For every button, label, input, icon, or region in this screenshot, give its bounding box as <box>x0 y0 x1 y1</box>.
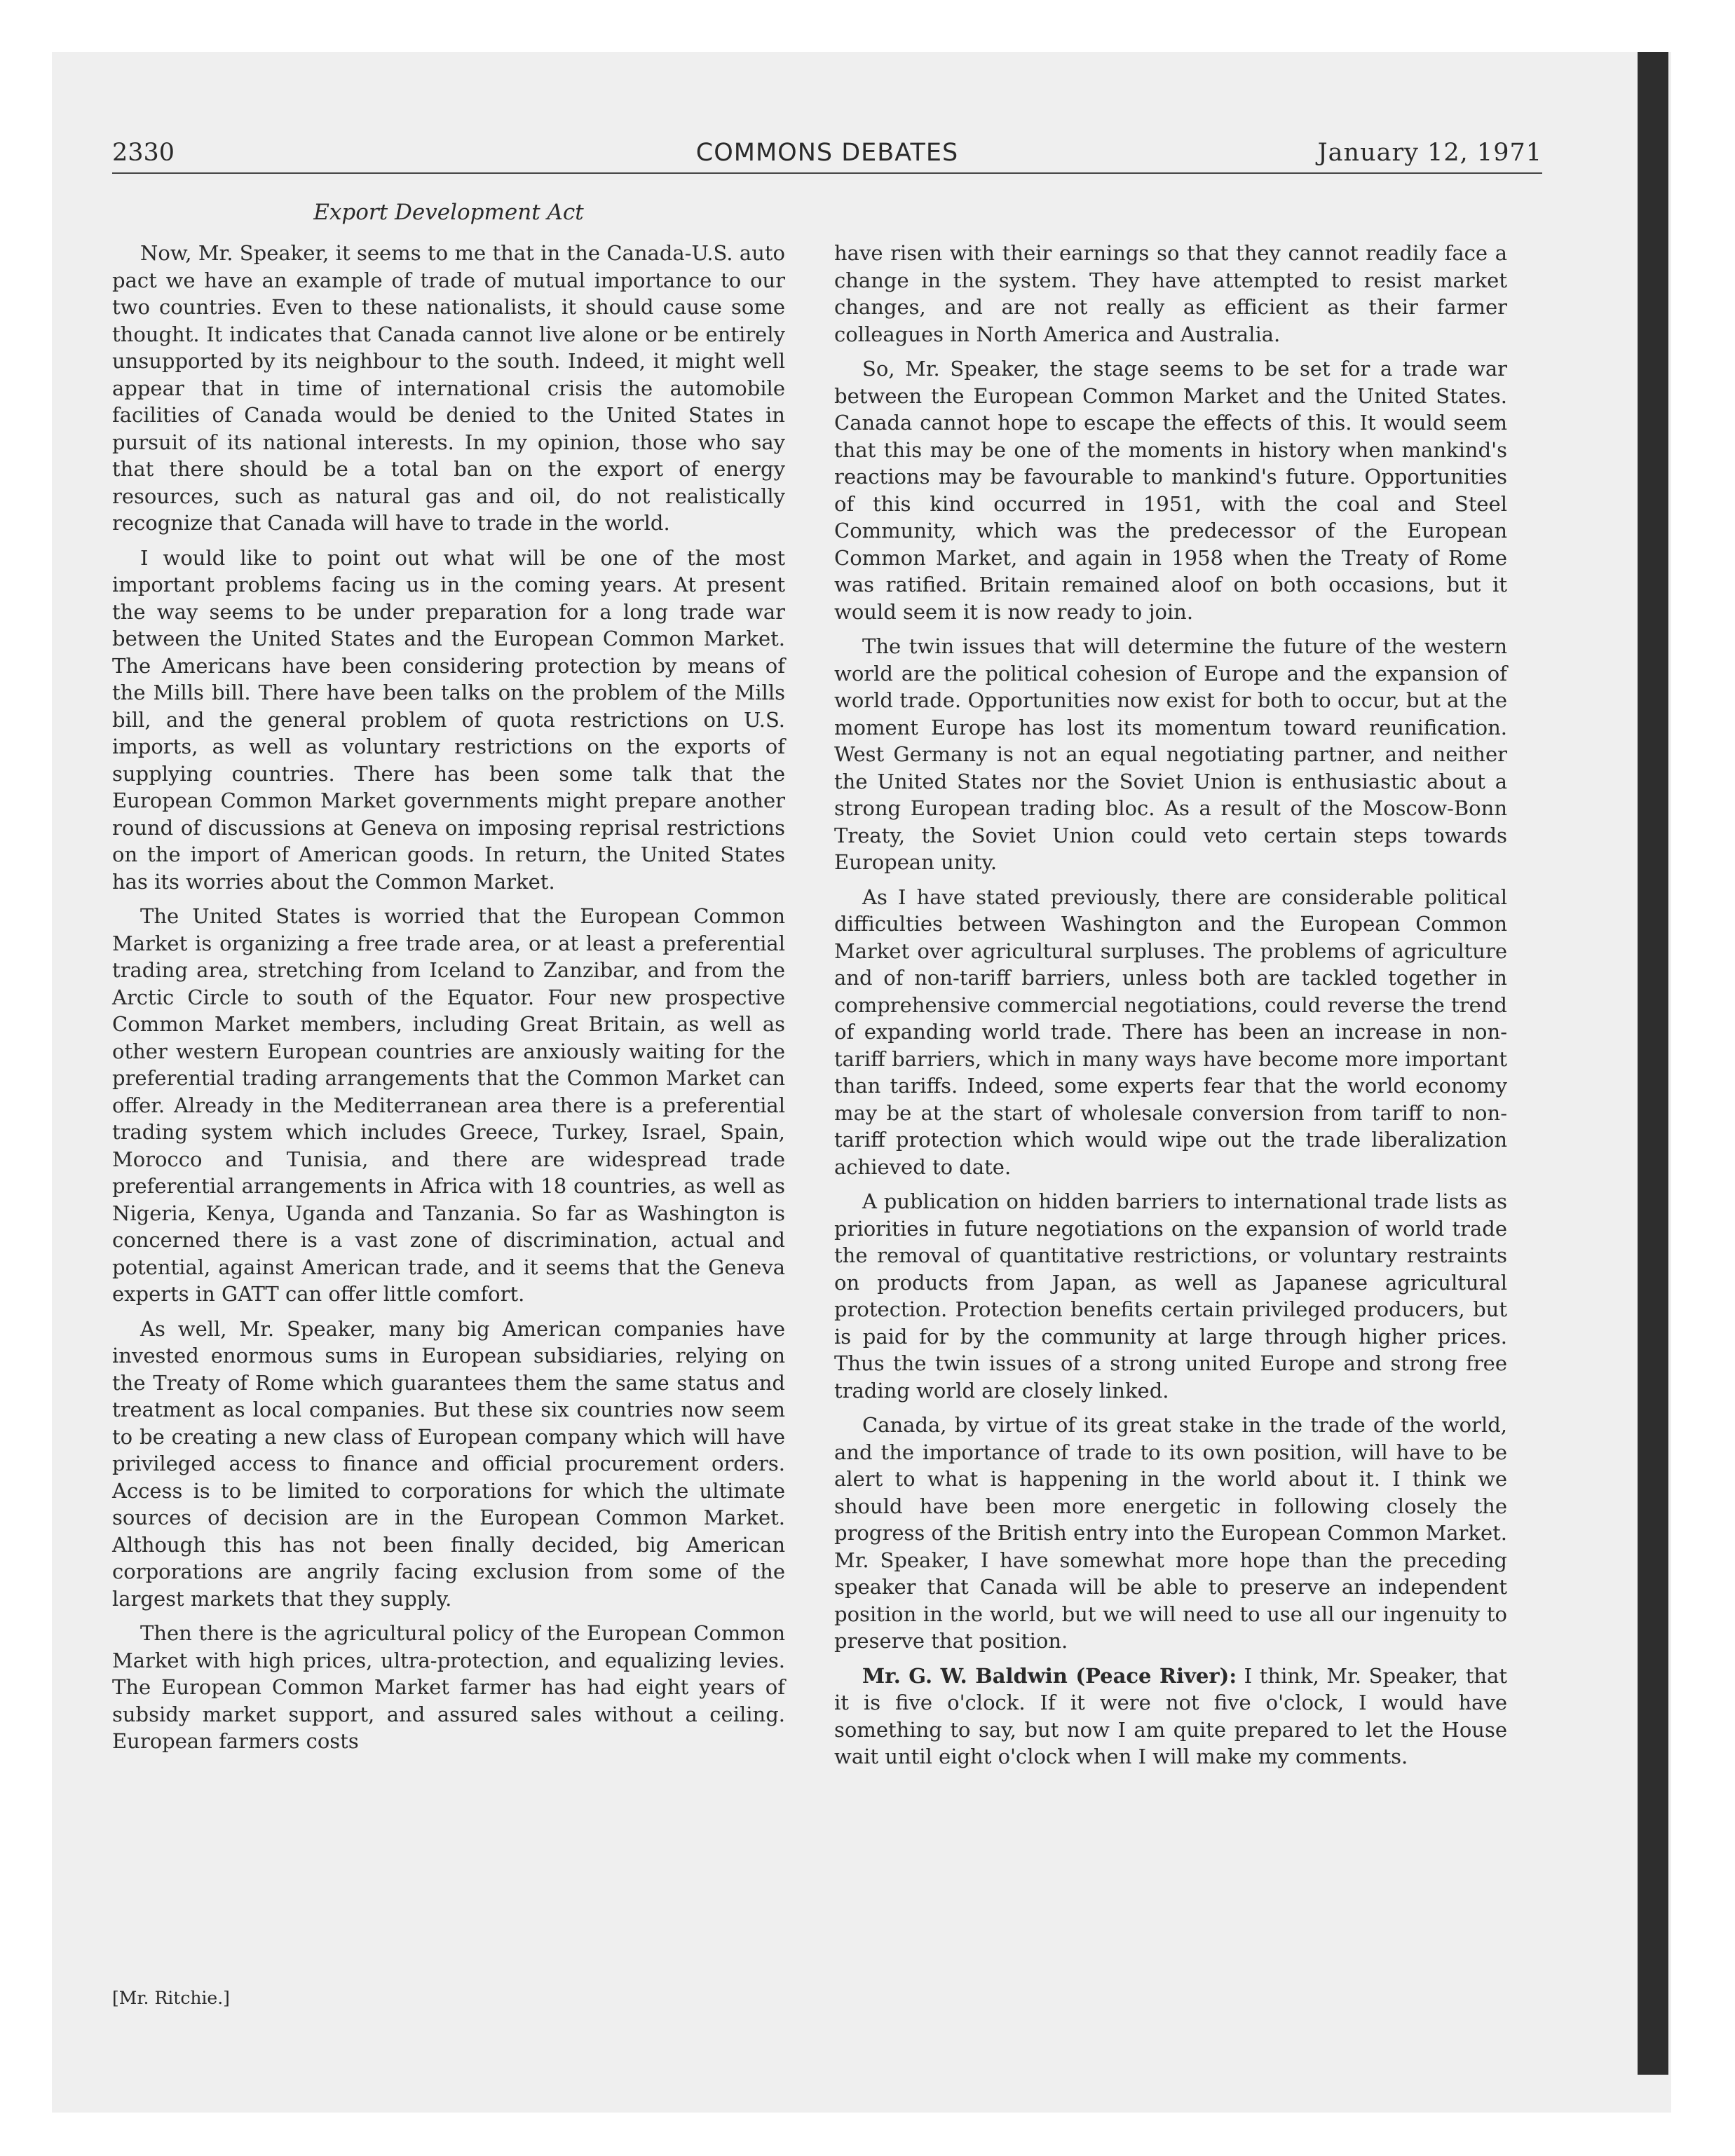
right-column <box>834 240 1507 1778</box>
paragraph: I would like to point out what will be one of the most important problems facing us in the coming years. At present the way seems to be under preparation for a long trade war between the United States and the European Common Market. The Americans have been considering protection by means of the Mills bill. There have been talks on the problem of the Mills bill, and the general problem of quota restrictions on U.S. imports, as well as voluntary restrictions on the exports of supplying countries. There has been some talk that the European Common Market governments might prepare another round of discussions at Geneva on imposing reprisal restrictions on the import of American goods. In return, the United States has its worries about the Common Market. <box>112 545 785 894</box>
paragraph: A publication on hidden barriers to international trade lists as priorities in future negotiations on the expansion of world trade the removal of quantitative restrictions, or voluntary restraints on products from Japan, as well as Japanese agricultural protection. Protection benefits certain privileged producers, but is paid for by the community at large through higher prices. Thus the twin issues of a strong united Europe and strong free trading world are closely linked. <box>834 1189 1507 1403</box>
paragraph: Canada, by virtue of its great stake in the trade of the world, and the importance of trade to its own position, will have to be alert to what is happening in the world about it. I think we should have been more energetic in following closely the progress of the British entry into the European Common Market. Mr. Speaker, I have somewhat more hope than the preceding speaker that Canada will be able to preserve an independent position in the world, but we will need to use all our ingenuity to preserve that position. <box>834 1413 1507 1653</box>
page-number: 2330 <box>112 139 175 167</box>
paragraph: Now, Mr. Speaker, it seems to me that in the Canada-U.S. auto pact we have an example of trade of mutual importance to our two countries. Even to these nationalists, it should cause some thought. It indicates that Canada cannot live alone or be entirely unsupported by its neighbour to the south. Indeed, it might well appear that in time of international crisis the automobile facilities of Canada would be denied to the United States in pursuit of its national interests. In my opinion, those who say that there should be a total ban on the export of energy resources, such as natural gas and oil, do not realistically recognize that Canada will have to trade in the world. <box>112 241 785 535</box>
paragraph: So, Mr. Speaker, the stage seems to be set for a trade war between the European Common Market and the United States. Canada cannot hope to escape the effects of this. It would seem that this may be one of the moments in history when mankind's reactions may be favourable to mankind's future. Opportunities of this kind occurred in 1951, with the coal and Steel Community, which was the predecessor of the European Common Market, and again in 1958 when the Treaty of Rome was ratified. Britain remained aloof on both occasions, but it would seem it is now ready to join. <box>834 357 1507 624</box>
paragraph: The twin issues that will determine the future of the western world are the political cohesion of Europe and the expansion of world trade. Opportunities now exist for both to occur, but at the moment Europe has lost its momentum toward reunification. West Germany is not an equal negotiating partner, and neither the United States nor the Soviet Union is enthusiastic about a strong European trading bloc. As a result of the Moscow-Bonn Treaty, the Soviet Union could veto certain steps towards European unity. <box>834 634 1507 874</box>
page-header <box>112 137 1542 174</box>
speech-text: I think, Mr. Speaker, that it is five o'clock. If it were not five o'clock, I would have something to say, but now I am quite prepared to let the House wait until eight o'clock when I will make my comments. <box>834 1663 1507 1768</box>
paragraph: As I have stated previously, there are considerable political difficulties between Washington and the European Common Market over agricultural surpluses. The problems of agriculture and of non-tariff barriers, unless both are tackled together in comprehensive commercial negotiations, could reverse the trend of expanding world trade. There has been an increase in non-tariff barriers, which in many ways have become more important than tariffs. Indeed, some experts fear that the world economy may be at the start of wholesale conversion from tariff to non-tariff protection which would wipe out the trade liberalization achieved to date. <box>834 885 1507 1179</box>
publication-date: January 12, 1971 <box>1317 139 1542 167</box>
left-column <box>112 199 785 1763</box>
scan-edge-shadow <box>1638 52 1668 2075</box>
publication-title: COMMONS DEBATES <box>695 139 959 167</box>
paragraph: Then there is the agricultural policy of the European Common Market with high prices, ultra-protection, and equalizing levies. The European Common Market farmer has had eight years of subsidy market support, and assured sales without a ceiling. European farmers costs <box>112 1621 785 1753</box>
paragraph: The United States is worried that the European Common Market is organizing a free trade area, or at least a preferential trading area, stretching from Iceland to Zanzibar, and from the Arctic Circle to south of the Equator. Four new prospective Common Market members, including Great Britain, as well as other western European countries are anxiously waiting for the preferential trading arrangements that the Common Market can offer. Already in the Mediterranean area there is a preferential trading system which includes Greece, Turkey, Israel, Spain, Morocco and Tunisia, and there are widespread trade preferential arrangements in Africa with 18 countries, as well as Nigeria, Kenya, Uganda and Tanzania. So far as Washington is concerned there is a vast zone of discrimination, actual and potential, against American trade, and it seems that the Geneva experts in GATT can offer little comfort. <box>112 904 785 1306</box>
speech-paragraph <box>834 1663 1507 1770</box>
document-page <box>112 137 1542 2008</box>
page-footer: [Mr. Ritchie.] <box>112 1988 230 2008</box>
speaker-name: Mr. G. W. Baldwin (Peace River): <box>862 1663 1237 1688</box>
section-title: Export Development Act <box>313 200 584 225</box>
paragraph: have risen with their earnings so that they cannot readily face a change in the system. They have attempted to resist market changes, and are not really as efficient as their farmer colleagues in North America and Australia. <box>834 241 1507 346</box>
paragraph: As well, Mr. Speaker, many big American companies have invested enormous sums in European subsidiaries, relying on the Treaty of Rome which guarantees them the same status and treatment as local companies. But these six countries now seem to be creating a new class of European company which will have privileged access to finance and official procurement orders. Access is to be limited to corporations for which the ultimate sources of decision are in the European Common Market. Although this has not been finally decided, big American corporations are angrily facing exclusion from some of the largest markets that they supply. <box>112 1316 785 1611</box>
